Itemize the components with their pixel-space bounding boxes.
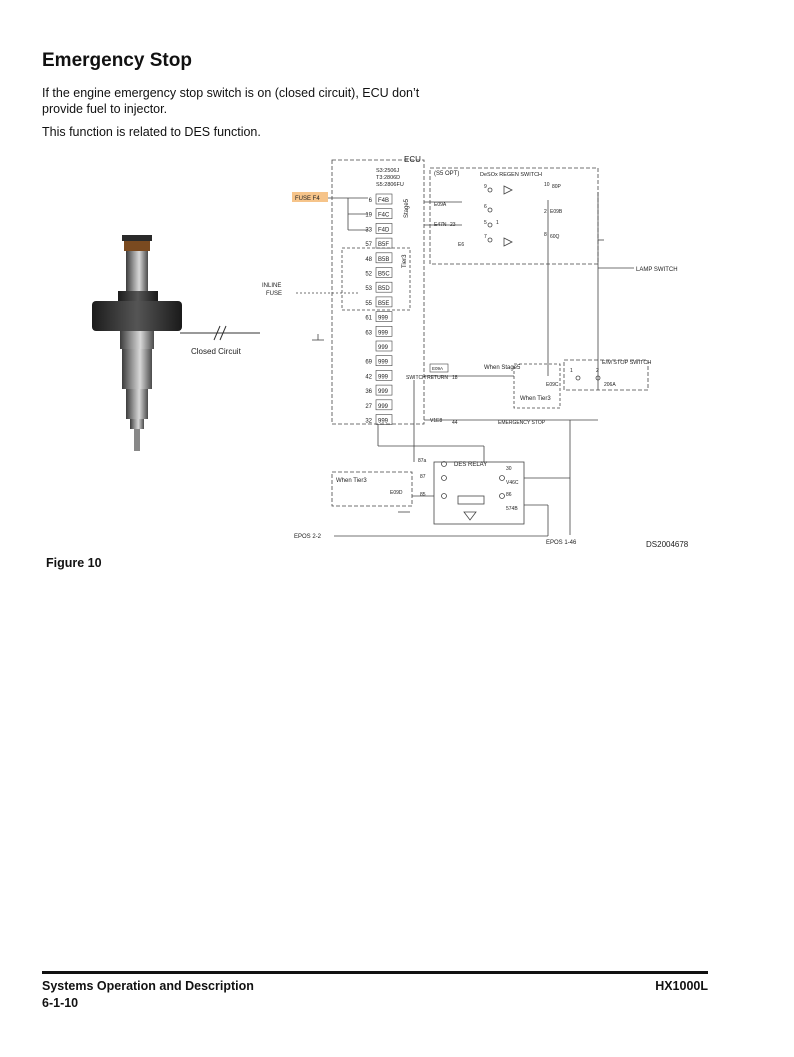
emergency-stop-label: EMERGENCY STOP bbox=[498, 420, 546, 426]
ecu-pin-wire: 999 bbox=[378, 389, 389, 396]
inline-fuse-label-1: INLINE bbox=[262, 283, 282, 289]
switch-return-label: SWITCH RETURN bbox=[406, 375, 448, 381]
regen-term-60q: 60Q bbox=[550, 234, 560, 240]
when-tier3-relay-label: When Tier3 bbox=[336, 478, 367, 484]
epos-2-2-label: EPOS 2-2 bbox=[294, 534, 322, 540]
page-title: Emergency Stop bbox=[42, 50, 192, 71]
footer-page-number: 6-1-10 bbox=[42, 996, 79, 1010]
relay-term-85: 85 bbox=[420, 492, 426, 498]
footer-model: HX1000L bbox=[655, 979, 708, 993]
relay-wire-e09d: E09D bbox=[390, 490, 403, 496]
ecu-pin-wire: F4C bbox=[378, 212, 390, 219]
ecu-pin-number: 53 bbox=[365, 286, 372, 293]
relay-term-87a: 87a bbox=[418, 458, 427, 464]
regen-wire-23: 23 bbox=[450, 222, 456, 228]
ecu-pin-number: 27 bbox=[365, 403, 372, 410]
regen-term-6: 6 bbox=[484, 204, 487, 210]
regen-wire-e47n: E47N bbox=[434, 222, 447, 228]
fuel-injector-image bbox=[92, 235, 184, 455]
ecu-model-2: T3:2806D bbox=[376, 175, 401, 181]
ecu-pin-wire: B5B bbox=[378, 256, 390, 263]
ecu-pin-number: 61 bbox=[365, 315, 372, 322]
ecu-pin-wire: 999 bbox=[378, 330, 389, 337]
relay-term-86: 86 bbox=[506, 492, 512, 498]
ecu-model-3: S5:2806FU bbox=[376, 182, 404, 188]
em-stop-wire-e09c: E09C bbox=[546, 382, 559, 388]
tier3-label: Tier3 bbox=[402, 254, 408, 268]
body-paragraph-2: This function is related to DES function. bbox=[42, 125, 261, 139]
ecu-pin-number: 57 bbox=[365, 242, 372, 249]
ecu-pin-wire: 999 bbox=[378, 418, 389, 425]
em-stop-switch-label: E/M STOP SWITCH bbox=[602, 360, 652, 366]
regen-term-7: 7 bbox=[484, 234, 487, 240]
ecu-pin-wire: B5D bbox=[378, 286, 390, 293]
s5-opt-label: (S5 OPT) bbox=[434, 171, 460, 177]
des-relay-label: DES RELAY bbox=[454, 462, 488, 468]
diagram-id: DS2004678 bbox=[646, 540, 689, 549]
regen-term-2: 2 bbox=[544, 209, 547, 215]
ecu-label: ECU bbox=[404, 155, 421, 164]
ecu-pin-wire: 999 bbox=[378, 403, 389, 410]
ecu-pin-wire: F4D bbox=[378, 227, 390, 234]
regen-term-10: 10 bbox=[544, 182, 550, 188]
relay-wire-574b: 574B bbox=[506, 506, 518, 512]
ecu-pin-number: 33 bbox=[365, 227, 372, 234]
ecu-pin-number: 36 bbox=[365, 389, 372, 396]
ecu-pin-number: 42 bbox=[365, 374, 372, 381]
ecu-pin-number: 48 bbox=[365, 256, 372, 263]
regen-term-1: 1 bbox=[496, 220, 499, 226]
ecu-pin-number: 6 bbox=[368, 198, 372, 204]
ecu-pin-number: 69 bbox=[365, 359, 372, 366]
emergency-pin-label: 44 bbox=[452, 420, 458, 426]
ecu-pin-wire: F4B bbox=[378, 198, 390, 204]
ecu-pin-wire: B5F bbox=[378, 242, 390, 249]
when-tier3-label: When Tier3 bbox=[520, 396, 551, 402]
ecu-pin-wire: B5E bbox=[378, 300, 390, 307]
regen-term-8: 8 bbox=[544, 232, 547, 238]
ecu-pin-wire: B5C bbox=[378, 271, 390, 278]
footer-section-title: Systems Operation and Description bbox=[42, 979, 254, 993]
ecu-pin-wire: 999 bbox=[378, 345, 389, 351]
closed-circuit-legend bbox=[180, 318, 270, 363]
body-paragraph-1: If the engine emergency stop switch is on (closed circuit), ECU don’t provide fuel to injector. bbox=[42, 86, 420, 116]
em-stop-term-1: 1 bbox=[570, 368, 573, 374]
ecu-pin-wire: 999 bbox=[378, 315, 389, 322]
epos-1-46-label: EPOS 1-46 bbox=[546, 540, 577, 546]
regen-wire-e6: E6 bbox=[458, 242, 465, 248]
regen-term-e09b: E09B bbox=[550, 209, 563, 215]
emergency-stop-schematic bbox=[258, 150, 728, 550]
em-stop-wire-206a: 206A bbox=[604, 382, 616, 388]
when-stage5-label: When Stage5 bbox=[484, 365, 521, 371]
stage5-label: Stage5 bbox=[404, 198, 410, 218]
sw-wire-label: E09A bbox=[432, 366, 444, 371]
closed-circuit-label: Closed Circuit bbox=[191, 347, 241, 356]
ecu-pin-wire: 999 bbox=[378, 359, 389, 366]
regen-switch-label: DeSOx REGEN SWITCH bbox=[480, 172, 543, 178]
footer-rule bbox=[42, 971, 708, 974]
ecu-pin-number: 55 bbox=[365, 300, 372, 307]
relay-wire-v46c: V46C bbox=[506, 480, 519, 486]
ecu-pin-number: 63 bbox=[365, 330, 372, 337]
ecu-pin-wire: 999 bbox=[378, 374, 389, 381]
inline-fuse-label-2: FUSE bbox=[266, 291, 283, 297]
ecu-pin-number: 52 bbox=[365, 271, 372, 278]
regen-term-5: 5 bbox=[484, 220, 487, 226]
regen-wire-e09a: E09A bbox=[434, 202, 447, 208]
figure-caption: Figure 10 bbox=[46, 556, 102, 570]
em-stop-term-2: 2 bbox=[596, 368, 599, 374]
regen-term-80p: 80P bbox=[552, 184, 561, 190]
switch-return-pin: 18 bbox=[452, 375, 458, 381]
ecu-pin-number: 19 bbox=[365, 212, 372, 219]
ecu-pin-list bbox=[365, 194, 392, 425]
regen-term-9: 9 bbox=[484, 184, 487, 190]
lamp-switch-label: LAMP SWITCH bbox=[636, 267, 678, 273]
closed-circuit-symbol bbox=[180, 318, 270, 348]
relay-term-30: 30 bbox=[506, 466, 512, 472]
fuse-f4-label: FUSE F4 bbox=[295, 196, 320, 202]
emergency-wire-label: V1E8 bbox=[430, 418, 443, 424]
relay-term-87: 87 bbox=[420, 474, 426, 480]
ecu-model-1: S3:2506J bbox=[376, 168, 400, 174]
ecu-pin-number: 32 bbox=[365, 418, 372, 425]
